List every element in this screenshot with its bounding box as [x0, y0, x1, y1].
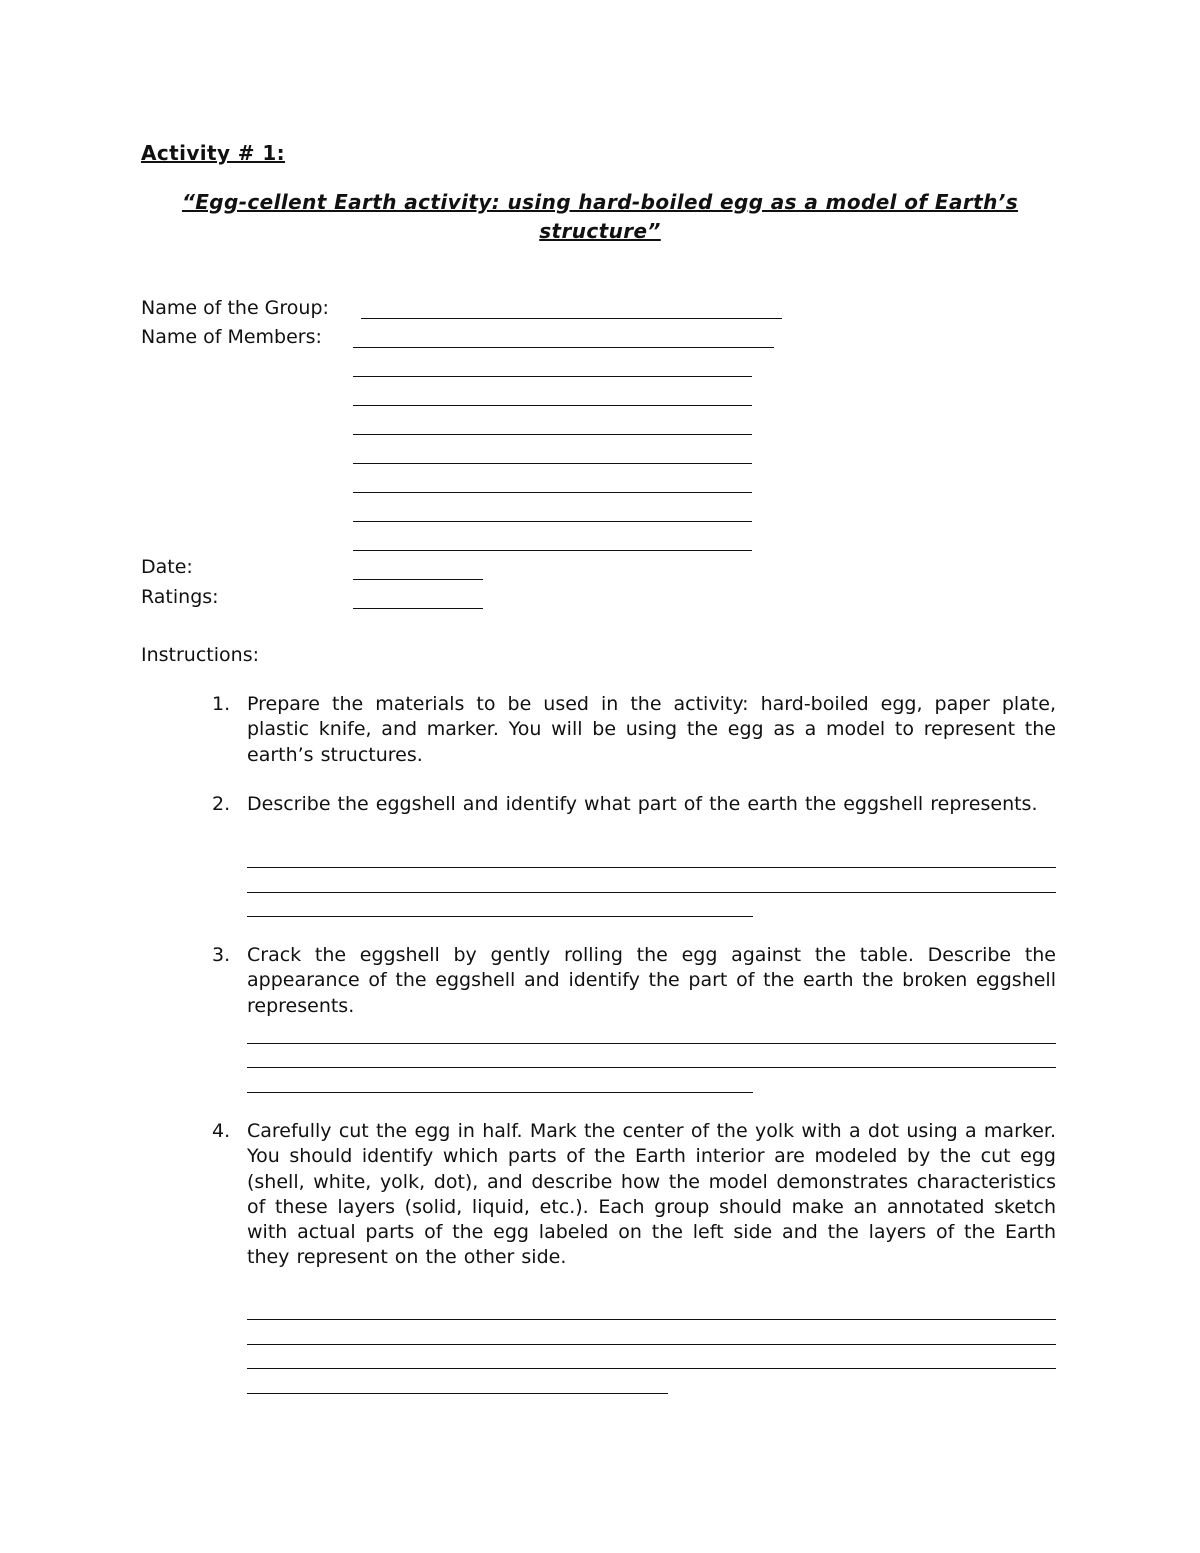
- instructions-label: Instructions:: [141, 644, 259, 666]
- answer-line[interactable]: [247, 1344, 1056, 1345]
- member-name-blank[interactable]: [353, 463, 752, 464]
- step-number: 1.: [212, 693, 231, 715]
- step-number: 3.: [212, 944, 231, 966]
- step-number: 4.: [212, 1120, 231, 1142]
- member-name-blank[interactable]: [353, 521, 752, 522]
- ratings-blank[interactable]: [353, 608, 483, 609]
- activity-subtitle-line-1: “Egg-cellent Earth activity: using hard-boiled egg as a model of Earth’s: [181, 190, 1019, 214]
- activity-subtitle-line-2: structure”: [539, 219, 661, 243]
- answer-line[interactable]: [247, 1067, 1056, 1068]
- step-text: Prepare the materials to be used in the activity: hard-boiled egg, paper plate, plastic knife, and marker. You will be using the egg as a model to represent the earth’s structures.: [247, 693, 1056, 766]
- answer-line[interactable]: [247, 1092, 753, 1093]
- step-text: Crack the eggshell by gently rolling the egg against the table. Describe the appearance of the eggshell and identify the part of the earth the broken eggshell represents.: [247, 944, 1056, 1017]
- answer-line[interactable]: [247, 1368, 1056, 1369]
- step-text: Describe the eggshell and identify what part of the earth the eggshell represents.: [247, 793, 1038, 815]
- answer-line[interactable]: [247, 1319, 1056, 1320]
- group-name-blank[interactable]: [361, 318, 782, 319]
- activity-title: Activity # 1:: [141, 141, 286, 165]
- answer-line[interactable]: [247, 892, 1056, 893]
- step-text: Carefully cut the egg in half. Mark the center of the yolk with a dot using a marker. You should identify which parts of the Earth interior are modeled by the cut egg (shell, white, yolk, dot), and describe how the model demonstrates characteristics of these layers (solid, liquid, etc.). Each group should make an annotated sketch with actual parts of the egg labeled on the left side and the layers of the Earth they represent on the other side.: [247, 1120, 1056, 1269]
- ratings-label: Ratings:: [141, 586, 219, 608]
- step-number: 2.: [212, 793, 231, 815]
- member-name-blank[interactable]: [353, 376, 752, 377]
- group-name-label: Name of the Group:: [141, 297, 329, 319]
- answer-line[interactable]: [247, 916, 753, 917]
- member-name-blank[interactable]: [353, 550, 752, 551]
- member-name-blank[interactable]: [353, 492, 752, 493]
- member-name-blank[interactable]: [353, 405, 752, 406]
- date-label: Date:: [141, 556, 193, 578]
- member-name-blank[interactable]: [353, 347, 774, 348]
- answer-line[interactable]: [247, 1393, 668, 1394]
- member-name-blank[interactable]: [353, 434, 752, 435]
- date-blank[interactable]: [353, 579, 483, 580]
- answer-line[interactable]: [247, 1043, 1056, 1044]
- answer-line[interactable]: [247, 867, 1056, 868]
- members-label: Name of Members:: [141, 326, 322, 348]
